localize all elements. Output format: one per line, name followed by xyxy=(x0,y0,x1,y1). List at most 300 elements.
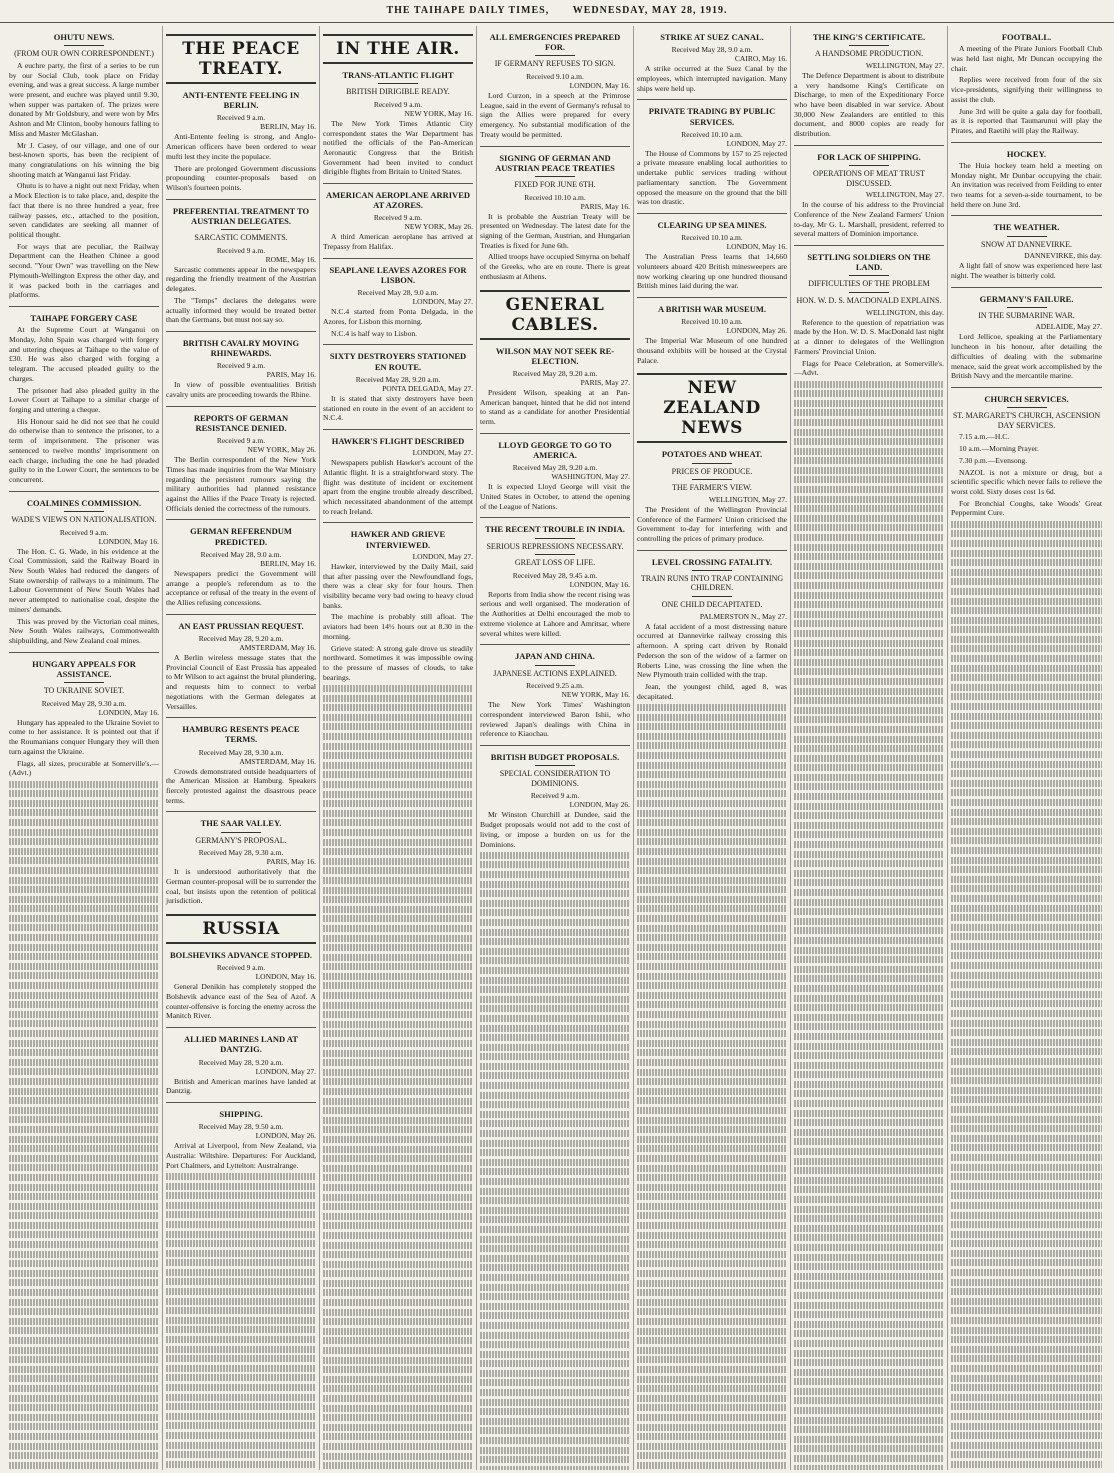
print-texture-line xyxy=(951,933,1102,940)
article-paragraph: The New York Times Atlantic City correspondent states the War Department has notified the officials of the Pan-American Aeronautic Congress that the British Government had been invited to conduct dirigible flights from Britain to United States. xyxy=(323,118,473,177)
print-texture-line xyxy=(323,1117,473,1124)
print-texture-line xyxy=(637,1356,787,1363)
print-texture-line xyxy=(951,741,1102,748)
print-texture-line xyxy=(323,1405,473,1412)
print-texture-line xyxy=(637,1385,787,1392)
print-texture-line xyxy=(637,1049,787,1056)
article-divider xyxy=(794,145,944,146)
article-divider xyxy=(637,213,787,214)
print-texture-line xyxy=(637,1174,787,1181)
article-heading: CLEARING UP SEA MINES. xyxy=(657,220,767,231)
print-texture-line xyxy=(637,1328,787,1335)
print-texture-line xyxy=(323,743,473,750)
article xyxy=(951,142,1102,210)
print-texture-line xyxy=(794,381,944,388)
print-texture-line xyxy=(9,1020,159,1027)
print-texture-line xyxy=(951,962,1102,969)
print-texture-line xyxy=(951,1135,1102,1142)
print-texture-line xyxy=(480,1015,630,1022)
print-texture-line xyxy=(794,668,944,675)
article-paragraph: For ways that are peculiar, the Railway Department can the Heathen Chinee a good second. "Your Own" was travelling on the New Plymouth-Wellington Express the other day, and it was packed both in the carriages and platforms. xyxy=(9,241,159,300)
print-texture-line xyxy=(9,857,159,864)
print-texture-line xyxy=(794,1378,944,1385)
article-paragraph: Flags for Peace Celebration, at Somerville's.—Advt. xyxy=(794,358,944,378)
print-texture-line xyxy=(323,1270,473,1277)
print-texture-line xyxy=(794,429,944,436)
article-divider xyxy=(480,745,630,746)
received-time: Received May 28, 9.0 a.m. xyxy=(671,45,753,55)
article-heading: AN EAST PRUSSIAN REQUEST. xyxy=(178,620,304,631)
print-texture-line xyxy=(951,1087,1102,1094)
print-texture-line xyxy=(480,1284,630,1291)
print-texture-line xyxy=(637,1222,787,1229)
article-paragraph: Lord Curzon, in a speech at the Primrose League, said in the event of Germany's refusal to sign the Allies were prepared for every emergency. No substantial modification of the Treaty would be permitted. xyxy=(480,90,630,139)
print-texture-line xyxy=(637,1059,787,1066)
print-texture-line xyxy=(951,972,1102,979)
article-divider xyxy=(480,433,630,434)
print-texture-line xyxy=(323,752,473,759)
print-texture-line xyxy=(951,1375,1102,1382)
print-texture-line xyxy=(637,1232,787,1239)
print-texture-line xyxy=(9,1414,159,1421)
print-texture-line xyxy=(637,896,787,903)
print-texture-line xyxy=(637,800,787,807)
print-texture-line xyxy=(323,1194,473,1201)
print-texture-line xyxy=(9,1212,159,1219)
print-texture-line xyxy=(9,1030,159,1037)
article xyxy=(323,429,473,517)
print-texture-line xyxy=(323,1289,473,1296)
print-texture-line xyxy=(166,1317,316,1324)
print-texture-line xyxy=(951,626,1102,633)
print-texture-line xyxy=(480,1053,630,1060)
article-heading: COALMINES COMMISSION. xyxy=(26,497,142,508)
article-heading: ALLIED MARINES LAND AT DANTZIG. xyxy=(184,1034,298,1055)
print-texture-line xyxy=(794,1244,944,1251)
article-paragraph: The Imperial War Museum of one hundred thousand exhibits will be housed at the Crystal Palace. xyxy=(637,336,787,365)
print-texture-line xyxy=(637,1318,787,1325)
print-texture-line xyxy=(951,981,1102,988)
print-texture-line xyxy=(323,858,473,865)
article-subheading: JAPANESE ACTIONS EXPLAINED. xyxy=(493,668,617,678)
print-texture-line xyxy=(9,944,159,951)
print-texture-line xyxy=(951,799,1102,806)
article-paragraph: In view of possible eventualities British cavalry units are proceeding towards the Rhine. xyxy=(166,380,316,400)
dateline: PALMERSTON N., May 27. xyxy=(699,611,787,621)
article-paragraph: A euchre party, the first of a series to be run by our Social Club, took place on Friday evening, and was a great success. A large number were present, and euchre was played until 9.30, when supper was partaken of. The prizes were donated by Mr Goldsbury, and were won by Mrs Ashton and Mr Clinton, booby honours falling to Miss and Master McGlashan. xyxy=(9,60,159,138)
article-paragraph: It is understood authoritatively that the German counter-proposal will be to surrender the coal, but insists upon the retention of political jurisdiction. xyxy=(166,867,316,906)
print-texture-line xyxy=(637,1376,787,1383)
print-texture-line xyxy=(637,1251,787,1258)
print-texture-line xyxy=(794,870,944,877)
print-texture-line xyxy=(480,1427,630,1434)
print-texture-line xyxy=(9,924,159,931)
print-texture-line xyxy=(323,1222,473,1229)
article-subheading: GERMANY'S PROPOSAL. xyxy=(195,835,287,845)
print-texture-line xyxy=(794,860,944,867)
print-texture-line xyxy=(794,831,944,838)
print-texture-line xyxy=(480,1418,630,1425)
print-texture-line xyxy=(794,975,944,982)
article-subheading: GREAT LOSS OF LIFE. xyxy=(514,558,596,568)
print-texture-line xyxy=(637,1097,787,1104)
column-5 xyxy=(634,26,791,1470)
received-time: Received 10.10 a.m. xyxy=(681,317,743,327)
dateline: LONDON, May 27. xyxy=(412,551,473,561)
print-texture-line xyxy=(637,982,787,989)
print-texture-line xyxy=(951,952,1102,959)
print-texture-line xyxy=(794,1004,944,1011)
heading-rule xyxy=(849,292,889,293)
heading-rule xyxy=(692,479,732,480)
article-subheading: WADE'S VIEWS ON NATIONALISATION. xyxy=(11,514,157,524)
article-paragraph: Lord Jellicoe, speaking at the Parliamentary luncheon in his honour, after detailing the difficulties of dealing with the submarine menace, said the great work accomplished by the British Navy and the mercantile marine. xyxy=(951,332,1102,381)
article xyxy=(794,145,944,239)
print-texture-line xyxy=(323,723,473,730)
dateline: LONDON, May 16. xyxy=(98,707,159,717)
print-texture-line xyxy=(323,1203,473,1210)
print-texture-line xyxy=(9,867,159,874)
print-texture-line xyxy=(951,559,1102,566)
print-texture-line xyxy=(794,1100,944,1107)
print-texture-line xyxy=(637,781,787,788)
print-texture-line xyxy=(951,674,1102,681)
article-paragraph: A meeting of the Pirate Juniors Football Club was held last night, Mr Duncan occupying the chair. xyxy=(951,44,1102,73)
article-heading: BOLSHEVIKS ADVANCE STOPPED. xyxy=(169,950,313,961)
print-texture-line xyxy=(166,1288,316,1295)
print-texture-line xyxy=(480,881,630,888)
print-texture-line xyxy=(951,1355,1102,1362)
print-texture-line xyxy=(637,1241,787,1248)
print-texture-line xyxy=(637,1260,787,1267)
article-divider xyxy=(166,406,316,407)
article xyxy=(951,287,1102,381)
print-texture-line xyxy=(323,704,473,711)
print-texture-line xyxy=(951,905,1102,912)
article-paragraph: 7.15 a.m.—H.C. xyxy=(959,432,1010,442)
print-texture-line xyxy=(794,1273,944,1280)
article-heading: POTATOES AND WHEAT. xyxy=(661,449,763,460)
print-texture-line xyxy=(323,733,473,740)
print-texture-line xyxy=(637,1107,787,1114)
heading-rule xyxy=(64,45,104,46)
dateline: LONDON, May 27. xyxy=(412,297,473,307)
print-texture-line xyxy=(951,617,1102,624)
print-texture-line xyxy=(323,771,473,778)
print-texture-line xyxy=(166,1461,316,1468)
article-paragraph: The machine is probably still afloat. The aviators had been 14½ hours out at 8.30 in the morning. xyxy=(323,612,473,641)
article-divider xyxy=(794,245,944,246)
print-texture-line xyxy=(323,1021,473,1028)
print-texture-line xyxy=(480,1063,630,1070)
article-paragraph: 7.30 p.m.—Evensong. xyxy=(959,455,1028,465)
article-paragraph: The President of the Wellington Provincial Conference of the Farmers' Union criticised the Government to-day for interfering with and controlling the prices of primary produce. xyxy=(637,504,787,543)
print-texture-line xyxy=(480,1293,630,1300)
received-time: Received May 28, 9.45 a.m. xyxy=(512,570,598,580)
heading-rule xyxy=(535,765,575,766)
print-texture-line xyxy=(637,963,787,970)
print-texture-line xyxy=(480,1140,630,1147)
print-texture-line xyxy=(794,1014,944,1021)
print-texture-line xyxy=(637,762,787,769)
print-texture-line xyxy=(794,889,944,896)
print-texture-line xyxy=(794,927,944,934)
article-heading: PREFERENTIAL TREATMENT TO AUSTRIAN DELEGATES. xyxy=(172,205,310,226)
dateline: LONDON, May 16. xyxy=(255,972,316,982)
print-texture-line xyxy=(323,1395,473,1402)
article-divider xyxy=(9,491,159,492)
print-texture-line xyxy=(9,1260,159,1267)
print-texture-line xyxy=(794,476,944,483)
article-paragraph: Grieve stated: A strong gale drove us steadily northward. Sometimes it was impossible owing to the pressure of masses of clouds, to take bearings. xyxy=(323,643,473,682)
print-texture-line xyxy=(951,1048,1102,1055)
print-texture-line xyxy=(637,1203,787,1210)
print-texture-line xyxy=(794,1215,944,1222)
print-texture-line xyxy=(323,867,473,874)
article-paragraph: It is probable the Austrian Treaty will be presented on Wednesday. The latest date for the signing of the German, Austrian, and Hungarian Treaties is fixed for June 6th. xyxy=(480,211,630,250)
article-heading: THE RECENT TROUBLE IN INDIA. xyxy=(485,524,625,535)
print-texture-line xyxy=(637,1011,787,1018)
print-texture-line xyxy=(794,726,944,733)
print-texture-line xyxy=(480,1101,630,1108)
print-texture-line xyxy=(951,1317,1102,1324)
article xyxy=(323,258,473,339)
print-texture-line xyxy=(9,1068,159,1075)
print-texture-line xyxy=(9,1308,159,1315)
print-texture-line xyxy=(480,871,630,878)
article-subheading: TO UKRAINE SOVIET. xyxy=(43,686,125,696)
print-texture-line xyxy=(9,905,159,912)
print-texture-line xyxy=(951,914,1102,921)
print-texture-line xyxy=(951,732,1102,739)
article-heading: HOCKEY. xyxy=(1006,148,1047,159)
print-texture-line xyxy=(794,1033,944,1040)
print-texture-line xyxy=(166,1269,316,1276)
print-texture-line xyxy=(480,929,630,936)
article-paragraph: The Australian Press learns that 14,660 volunteers aboard 420 British minesweepers are now working clearing up one hundred thousand British mines laid during the war. xyxy=(637,252,787,291)
print-texture-line xyxy=(637,1117,787,1124)
print-texture-line xyxy=(637,1165,787,1172)
print-texture-line xyxy=(794,937,944,944)
article-divider xyxy=(480,644,630,645)
article-subheading: DIFFICULTIES OF THE PROBLEM xyxy=(808,279,930,289)
print-texture-line xyxy=(794,707,944,714)
print-texture-line xyxy=(480,1178,630,1185)
print-texture-line xyxy=(637,1347,787,1354)
print-texture-line xyxy=(794,515,944,522)
print-texture-line xyxy=(794,841,944,848)
print-texture-line xyxy=(9,1011,159,1018)
print-texture-line xyxy=(951,1451,1102,1458)
heading-rule xyxy=(378,83,418,84)
article-divider xyxy=(323,258,473,259)
article xyxy=(166,717,316,805)
print-texture-line xyxy=(637,1443,787,1450)
print-texture-line xyxy=(9,800,159,807)
print-texture-line xyxy=(794,1129,944,1136)
print-texture-line xyxy=(323,1347,473,1354)
print-texture-line xyxy=(323,1002,473,1009)
print-texture-line xyxy=(794,745,944,752)
print-texture-line xyxy=(951,1058,1102,1065)
dateline: CAIRO, May 16. xyxy=(734,54,787,64)
print-texture-line xyxy=(9,1164,159,1171)
article-paragraph: A third American aeroplane has arrived at Trepassy from Halifax. xyxy=(323,232,473,252)
print-texture-line xyxy=(637,867,787,874)
print-texture-line xyxy=(480,1130,630,1137)
print-texture-line xyxy=(637,1001,787,1008)
print-texture-line xyxy=(637,723,787,730)
print-texture-line xyxy=(323,944,473,951)
print-texture-line xyxy=(794,1417,944,1424)
print-texture-line xyxy=(323,1299,473,1306)
print-texture-line xyxy=(951,1231,1102,1238)
print-texture-line xyxy=(794,1254,944,1261)
article-paragraph: A light fall of snow was experienced here last night. The weather is bitterly cold. xyxy=(951,261,1102,280)
article-paragraph: The prisoner had also pleaded guilty in the Lower Court at Taihape to a similar charge of forging and uttering a cheque. xyxy=(9,385,159,414)
print-texture-line xyxy=(951,1077,1102,1084)
print-texture-line xyxy=(951,588,1102,595)
print-texture-line xyxy=(9,982,159,989)
print-texture-line xyxy=(480,909,630,916)
print-texture-line xyxy=(951,1307,1102,1314)
received-time: Received May 28, 9.20 a.m. xyxy=(198,633,284,643)
article-divider xyxy=(166,717,316,718)
print-texture-line xyxy=(637,925,787,932)
print-texture-line xyxy=(480,1437,630,1444)
article-divider xyxy=(166,614,316,615)
print-texture-line xyxy=(794,553,944,560)
print-texture-line xyxy=(480,1005,630,1012)
print-texture-line xyxy=(480,1149,630,1156)
print-texture-line xyxy=(794,1186,944,1193)
print-texture-line xyxy=(951,1288,1102,1295)
dateline: ROME, May 16. xyxy=(265,254,316,264)
column-7 xyxy=(948,26,1105,1470)
print-texture-line xyxy=(794,755,944,762)
article-paragraph: Flags, all sizes, procurable at Somerville's.—(Advt.) xyxy=(9,758,159,778)
print-texture-line xyxy=(794,534,944,541)
heading-rule xyxy=(1007,236,1047,237)
print-texture-line xyxy=(637,886,787,893)
print-texture-line xyxy=(794,563,944,570)
article-subheading: SERIOUS REPRESSIONS NECESSARY. xyxy=(486,541,624,551)
print-texture-line xyxy=(794,736,944,743)
article-subheading: SARCASTIC COMMENTS. xyxy=(194,233,288,243)
article xyxy=(323,183,473,252)
print-texture-line xyxy=(9,1184,159,1191)
article-divider xyxy=(637,99,787,100)
article-paragraph: Newspapers publish Hawker's account of the Atlantic flight. It is a straightforward story. The flight was destitute of incident or excitement apart from the engine trouble already described, which necessitated abandonment of the attempt to reach Ireland. xyxy=(323,458,473,516)
print-texture-line xyxy=(9,1375,159,1382)
print-texture-line xyxy=(951,1192,1102,1199)
print-texture-line xyxy=(951,991,1102,998)
print-texture-line xyxy=(794,1340,944,1347)
print-texture-line xyxy=(9,877,159,884)
print-texture-line xyxy=(951,1365,1102,1372)
print-texture-line xyxy=(9,790,159,797)
print-texture-line xyxy=(951,789,1102,796)
dateline: AMSTERDAM, May 16. xyxy=(239,642,316,652)
print-texture-line xyxy=(637,1270,787,1277)
print-texture-line xyxy=(951,1384,1102,1391)
print-texture-line xyxy=(166,1326,316,1333)
print-texture-line xyxy=(480,1351,630,1358)
print-texture-line xyxy=(166,1298,316,1305)
print-texture-line xyxy=(166,1432,316,1439)
print-texture-line xyxy=(166,1259,316,1266)
print-texture-line xyxy=(794,1311,944,1318)
print-texture-line xyxy=(951,1039,1102,1046)
article xyxy=(637,99,787,207)
print-texture-line xyxy=(951,1461,1102,1468)
print-texture-line xyxy=(951,1154,1102,1161)
article-paragraph: Hungary has appealed to the Ukraine Soviet to come to her assistance. It is pointed out that if the Roumanians conquer Hungary they will then turn against the Ukraine. xyxy=(9,717,159,756)
print-texture-line xyxy=(9,1289,159,1296)
print-texture-line xyxy=(480,1159,630,1166)
print-texture-line xyxy=(9,1270,159,1277)
print-texture-line xyxy=(794,803,944,810)
article-paragraph: In the course of his address to the Provincial Conference of the New Zealand Farmers' Union to-day, Mr G. L. Marshall, president, referred to several matters of Dominion importance. xyxy=(794,200,944,239)
article-paragraph: The Berlin correspondent of the New York Times has made inquiries from the War Ministry regarding the persistent rumours saying the military authorities had planned resistance against the Allies if the Peace Treaty is rejected. Officials denied the correctness of the rumours. xyxy=(166,455,316,513)
article-paragraph: President Wilson, speaking at an Pan-American banquet, hinted that he did not intend to stand as a candidate for another Presidential term. xyxy=(480,387,630,427)
print-texture-line xyxy=(480,1034,630,1041)
print-texture-line xyxy=(951,1279,1102,1286)
print-texture-line xyxy=(794,620,944,627)
print-texture-line xyxy=(951,1144,1102,1151)
article-subheading: ONE CHILD DECAPITATED. xyxy=(661,600,763,610)
heading-rule xyxy=(64,682,104,683)
print-texture-line xyxy=(794,1110,944,1117)
article-paragraph: Crowds demonstrated outside headquarters of the American Mission at Hamburg. Speakers fiercely protested against the disastrous peace terms. xyxy=(166,766,316,805)
print-texture-line xyxy=(794,1388,944,1395)
print-texture-line xyxy=(166,1278,316,1285)
print-texture-line xyxy=(951,751,1102,758)
print-texture-line xyxy=(794,995,944,1002)
article xyxy=(323,344,473,423)
print-texture-line xyxy=(9,848,159,855)
print-texture-line xyxy=(951,1125,1102,1132)
article-paragraph: N.C.4 started from Ponta Delgada, in the Azores, for Lisbon this morning. xyxy=(323,307,473,326)
print-texture-line xyxy=(794,956,944,963)
dateline: WELLINGTON, May 27. xyxy=(708,494,787,504)
print-texture-line xyxy=(480,1322,630,1329)
print-texture-line xyxy=(794,764,944,771)
heading-rule xyxy=(849,45,889,46)
print-texture-line xyxy=(9,1203,159,1210)
print-texture-line xyxy=(951,847,1102,854)
print-texture-line xyxy=(323,800,473,807)
print-texture-line xyxy=(794,1302,944,1309)
article-paragraph: A fatal accident of a most distressing nature occurred at Dannevirke railway crossing this afternoon. A spring cart driven by Ronald Pederson the son of the widow of a farmer on Roberts Line, was crossing the line when the New Plymouth train collided with the trap. xyxy=(637,621,787,680)
print-texture-line xyxy=(9,1097,159,1104)
print-texture-line xyxy=(794,572,944,579)
article-heading: PRIVATE TRADING BY PUBLIC SERVICES. xyxy=(648,106,776,127)
article xyxy=(637,373,787,543)
article-divider xyxy=(637,550,787,551)
print-texture-line xyxy=(480,1216,630,1223)
print-texture-line xyxy=(480,1456,630,1463)
print-texture-line xyxy=(480,1226,630,1233)
print-texture-line xyxy=(794,400,944,407)
print-texture-line xyxy=(951,1250,1102,1257)
article-divider xyxy=(323,183,473,184)
column-container xyxy=(6,26,1110,1470)
print-texture-line xyxy=(637,905,787,912)
print-texture-line xyxy=(323,925,473,932)
print-texture-line xyxy=(323,1433,473,1440)
print-texture-line xyxy=(323,762,473,769)
